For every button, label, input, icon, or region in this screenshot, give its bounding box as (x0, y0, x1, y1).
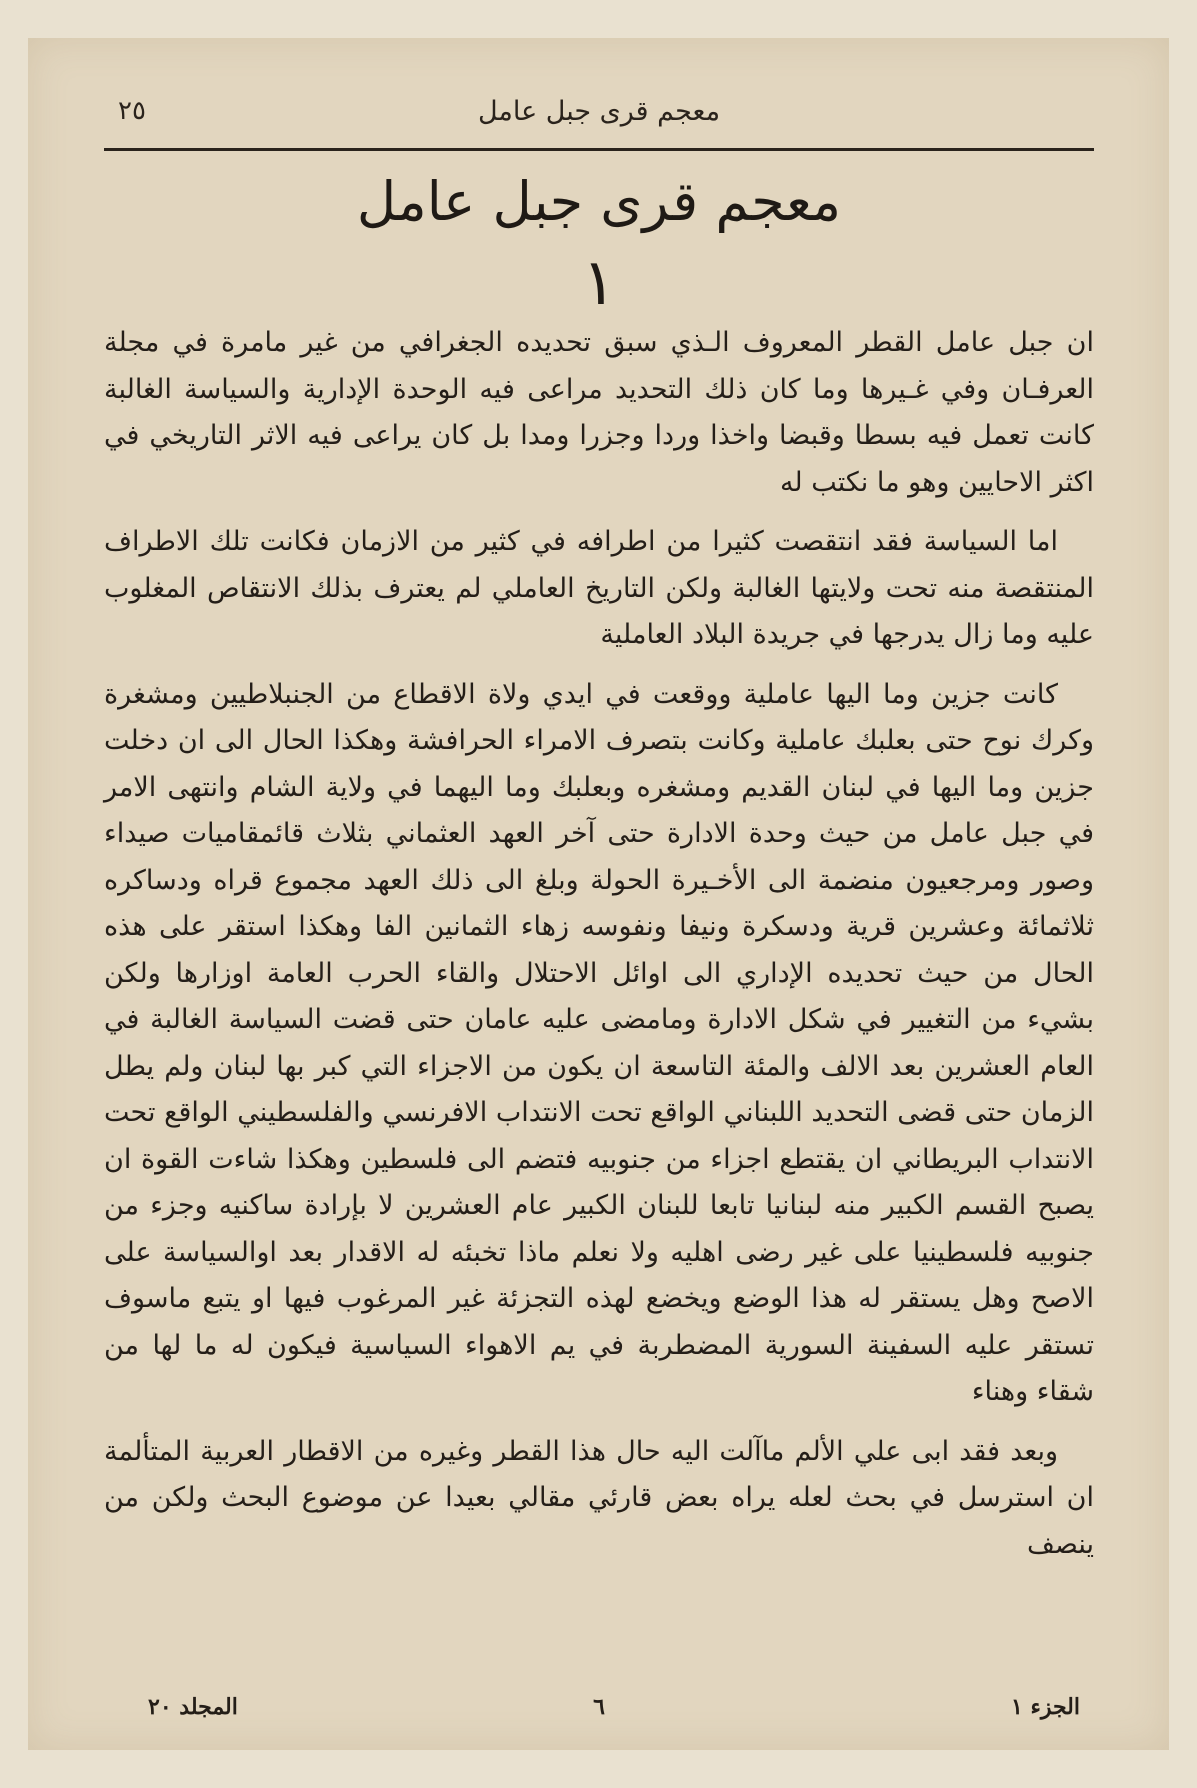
paragraph-3: كانت جزين وما اليها عاملية ووقعت في ايدي ولاة الاقطاع من الجنبلاطيين ومشغرة وكرك نوح حتى بعلبك عاملية وكانت بتصرف الامراء الحرافشة وهكذا الحال الى ان دخلت جزين وما اليها في لبنان القديم ومشغره وبعلبك وما اليهما في ولاية الشام وانتهى الامر في جبل عامل من حيث وحدة الادارة حتى آخر العهد العثماني بثلاث قائمقاميات صيداء وصور ومرجعيون منضمة الى الأخـيرة الحولة وبلغ الى ذلك العهد مجموع قراه ودساكره ثلاثمائة وعشرين قرية ودسكرة ونيفا ونفوسه زهاء الثمانين الفا وهكذا استقر على هذه الحال من حيث تحديده الإداري الى اوائل الاحتلال والقاء الحرب العامة اوزارها ولكن بشيء من التغيير في شكل الادارة ومامضى عليه عامان حتى قضت السياسة الغالبة في العام العشرين بعد الالف والمئة التاسعة ان يكون من الاجزاء التي كبر بها لبنان ولم يطل الزمان حتى قضى التحديد اللبناني الواقع تحت الانتداب الافرنسي والفلسطيني الواقع تحت الانتداب البريطاني ان يقتطع اجزاء من جنوبيه فتضم الى فلسطين وهكذا شاءت القوة ان يصبح القسم الكبير منه لبنانيا تابعا للبنان الكبير عام العشرين لا بإرادة ساكنيه وجزء من جنوبيه فلسطينيا على غير رضى اهليه ولا نعلم ماذا تخبئه له الاقدار بعد اوالسياسة على الاصح وهل يستقر له هذا الوضع ويخضع لهذه التجزئة غير المرغوب فيها او يتبع ماسوف تستقر عليه السفينة السورية المضطربة في يم الاهواء السياسية فيكون له ما لها من شقاء وهناء (104, 678, 1094, 1407)
article-title: معجم قرى جبل عامل (356, 170, 842, 233)
paragraph-2: اما السياسة فقد انتقصت كثيرا من اطرافه في كثير من الازمان فكانت تلك الاطراف المنتقصة منه تحت ولايتها الغالبة ولكن التاريخ العاملي لم يعترف بذلك الانتقاص المغلوب عليه وما زال يدرجها في جريدة البلاد العاملية (104, 526, 1094, 650)
page-footer (104, 1694, 1094, 1730)
footer-volume: المجلد ٢٠ (148, 1694, 238, 1720)
paragraph-4: وبعد فقد ابى علي الألم ماآلت اليه حال هذا القطر وغيره من الاقطار العربية المتألمة ان استرسل في بحث لعله يراه بعض قارئي مقالي بعيدا عن موضوع البحث ولكن من ينصف (104, 1435, 1094, 1560)
footer-page-number: ٦ (593, 1694, 605, 1720)
running-head (104, 96, 1094, 136)
running-title: معجم قرى جبل عامل (477, 96, 721, 127)
article-body (104, 320, 1094, 1581)
page-number-top: ٢٥ (118, 96, 146, 126)
footer-part: الجزء ١ (1011, 1694, 1080, 1720)
paragraph-1: ان جبل عامل القطر المعروف الـذي سبق تحديده الجغرافي من غير مامرة في مجلة العرفـان وفي غـيرها وما كان ذلك التحديد مراعى فيه الوحدة الإدارية والسياسة الغالبة كانت تعمل فيه بسطا وقبضا واخذا وردا وجزرا ومدا بل كان يراعى فيه الاثر التاريخي في اكثر الاحايين وهو ما نكتب له (104, 327, 1094, 498)
section-numeral: ١ (581, 246, 617, 320)
header-rule (104, 148, 1094, 151)
